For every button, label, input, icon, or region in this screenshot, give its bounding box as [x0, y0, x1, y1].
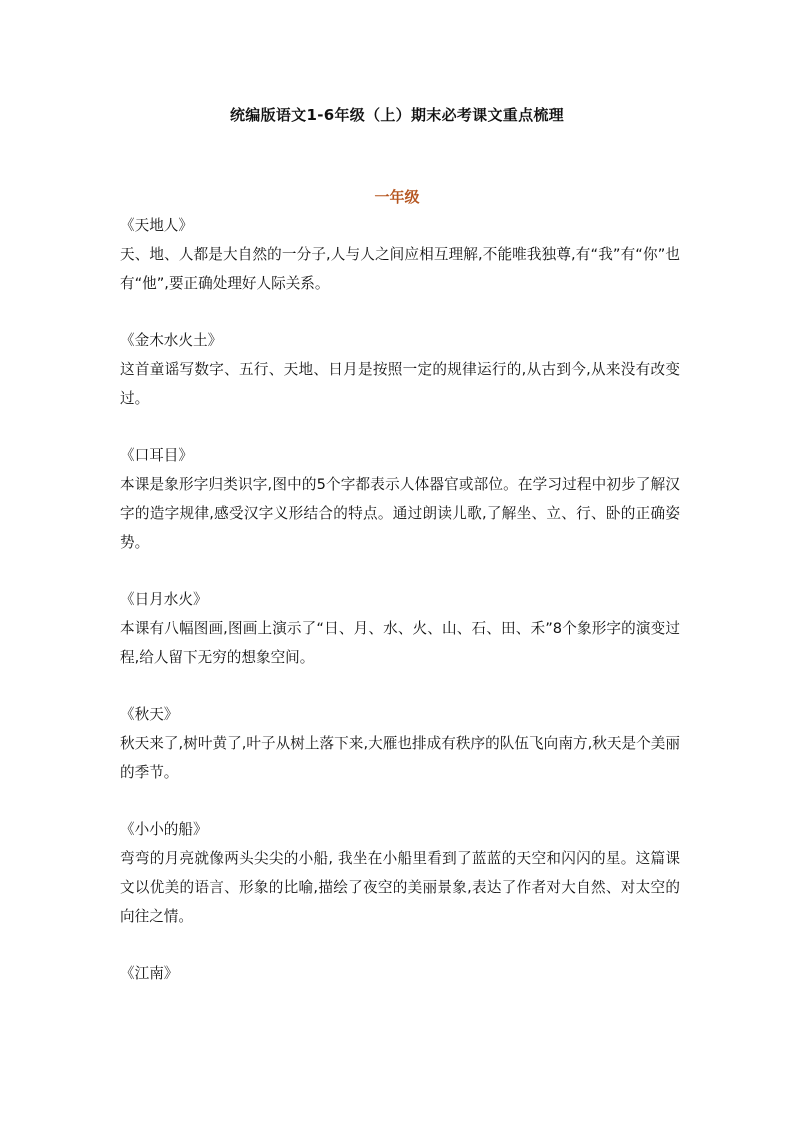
lesson-summary: 秋天来了,树叶黄了,叶子从树上落下来,大雁也排成有秩序的队伍飞向南方,秋天是个美丽的季节。	[120, 735, 680, 781]
lesson-summary: 本课是象形字归类识字,图中的5个字都表示人体器官或部位。在学习过程中初步了解汉字的造字规律,感受汉字义形结合的特点。通过朗读儿歌,了解坐、立、行、卧的正确姿势。	[120, 476, 680, 551]
lesson-summary: 这首童谣写数字、五行、天地、日月是按照一定的规律运行的,从古到今,从来没有改变过。	[120, 361, 680, 407]
lesson-title: 《江南》	[120, 965, 179, 982]
lesson-title: 《日月水火》	[120, 591, 208, 608]
grade-heading: 一年级	[374, 188, 420, 206]
lesson-section	[120, 441, 680, 557]
lesson-section	[120, 326, 680, 413]
lesson-title: 《口耳目》	[120, 447, 193, 464]
lesson-summary: 天、地、人都是大自然的一分子,人与人之间应相互理解,不能唯我独尊,有“我”有“你”也有“他”,要正确处理好人际关系。	[120, 246, 680, 292]
document-title: 统编版语文1-6年级（上）期末必考课文重点梳理	[229, 106, 564, 124]
lesson-section	[120, 959, 680, 988]
lesson-title: 《小小的船》	[120, 821, 208, 838]
lesson-summary: 弯弯的月亮就像两头尖尖的小船, 我坐在小船里看到了蓝蓝的天空和闪闪的星。这篇课文以优美的语言、形象的比喻,描绘了夜空的美丽景象,表达了作者对大自然、对太空的向往之情。	[120, 850, 680, 925]
lesson-title: 《秋天》	[120, 706, 179, 723]
lesson-section	[120, 700, 680, 787]
lesson-section	[120, 585, 680, 672]
lesson-summary: 本课有八幅图画,图画上演示了“日、月、水、火、山、石、田、禾”8个象形字的演变过程,给人留下无穷的想象空间。	[120, 620, 680, 666]
lesson-section	[120, 815, 680, 931]
lesson-section	[120, 211, 680, 298]
lesson-title: 《金木水火土》	[120, 332, 223, 349]
lesson-list	[120, 211, 680, 1016]
lesson-title: 《天地人》	[120, 217, 193, 234]
